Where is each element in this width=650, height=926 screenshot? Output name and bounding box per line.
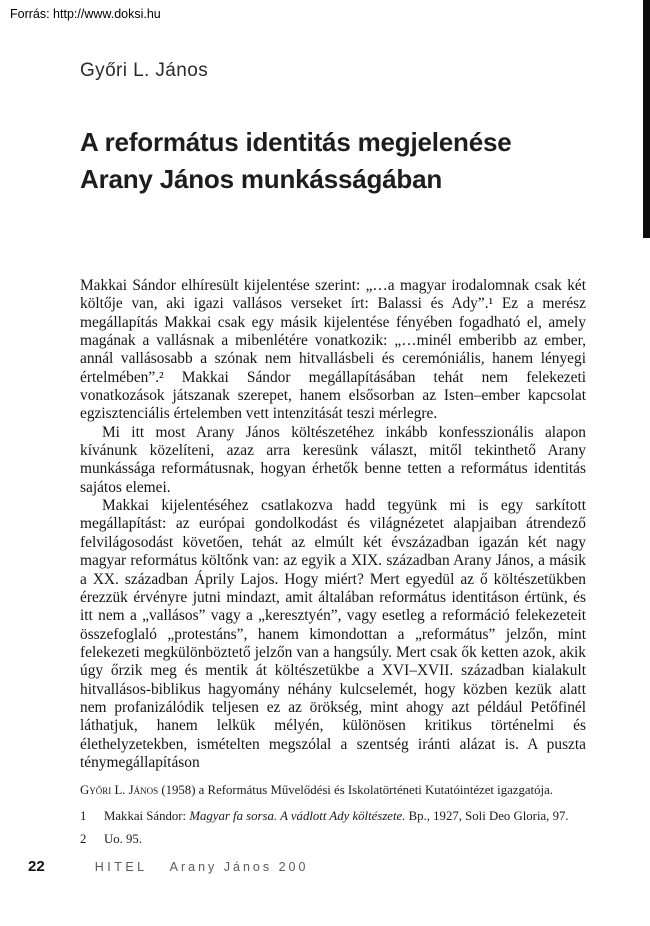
footnote-1-number: 1 — [80, 809, 87, 823]
footnote-1 — [80, 809, 610, 824]
article-title-line2: Arany János munkásságában — [80, 164, 443, 194]
footnote-1-text-italic: Magyar fa sorsa. A vádlott Ady költészete. — [189, 809, 406, 823]
body-paragraph-2: Mi itt most Arany János költészetéhez inkább konfesszionális alapon kívánunk közelíteni, azaz arra keresünk választ, mitől tekinthető Arany munkássága reformátusnak, hogyan érhetők benne tetten a református identitás sajátos elemei. — [80, 423, 586, 496]
author-bio-text: (1958) a Református Művelődési és Iskolatörténeti Kutatóintézet igazgatója. — [158, 783, 553, 797]
footnote-2-text: Uo. 95. — [104, 832, 143, 846]
body-paragraph-1: Makkai Sándor elhíresült kijelentése szerint: „…a magyar irodalomnak csak két költője van, aki igazi vallásos verseket írt: Balassi és Ady”.¹ Ez a merész megállapítás Makkai csak egy másik kijelentése fényében fogadható el, amely magának a vallásnak a mibenlétére vonatkozik: „…minél emberibb az ember, annál vallásosabb a szónak nem hitvallásbeli és ceremóniális, hanem lényegi értelmében”.² Makkai Sándor megállapításában tehát nem felekezeti vonatkozások játszanak szerepet, hanem elsősorban az Isten–ember kapcsolat egzisztenciális értelemben vett intenzitását teszi mérlegre. — [80, 277, 586, 423]
body-paragraph-3: Makkai kijelentéséhez csatlakozva hadd tegyünk mi is egy sarkított megállapítást: az európai gondolkodást és világnézetet alapjaiban átrendező felvilágosodást követően, tehát az elmúlt két évszázadban igazán két nagy magyar református költőnk van: az egyik a XIX. században Arany János, a másik a XX. században Áprily Lajos. Hogy miért? Mert egyedül az ő költészetükben érezzük érvényre jutni mindazt, amit általában református identitáson értünk, és itt nem a „vallásos” vagy a „keresztyén”, vagy esetleg a reformáció felekezeteit összefoglaló „protestáns”, hanem kimondottan a „református” jelzőn, mint felekezeti megkülönböztető jelzőn van a hangsúly. Mert csak ők ketten azok, akik úgy őrzik meg és mentik át költészetükbe a XVI–XVII. században kialakult hitvallásos-biblikus hagyomány néhány kulcselemét, hogy közben kezük alatt nem profanizálódik teljesen ez az örökség, mint ahogy azt például Petőfinél láthatjuk, hanem lelkük mélyén, különösen kritikus történelmi és élethelyzetekben, ismételten megszólal a szentség iránti alázat is. A puszta ténymegállapításon — [80, 497, 586, 771]
footnote-1-text-post: Bp., 1927, Soli Deo Gloria, 97. — [405, 809, 569, 823]
article-title-line1: A református identitás megjelenése — [80, 127, 512, 157]
page-footer — [28, 858, 428, 875]
footnote-2 — [80, 832, 610, 847]
page-number: 22 — [28, 858, 45, 875]
journal-name: HITEL — [94, 860, 148, 874]
article-title — [80, 124, 600, 198]
author-bio-name: Győri L. János — [80, 783, 159, 797]
scan-edge-artifact — [643, 0, 650, 238]
issue-name: Arany János 200 — [169, 860, 309, 874]
footnotes-section — [80, 809, 610, 855]
source-url-header: Forrás: http://www.doksi.hu — [10, 7, 161, 21]
author-name: Győri L. János — [80, 60, 209, 81]
article-body — [80, 277, 586, 772]
author-bio-note — [80, 783, 625, 798]
footnote-1-text-pre: Makkai Sándor: — [104, 809, 190, 823]
footnote-2-number: 2 — [80, 832, 87, 846]
